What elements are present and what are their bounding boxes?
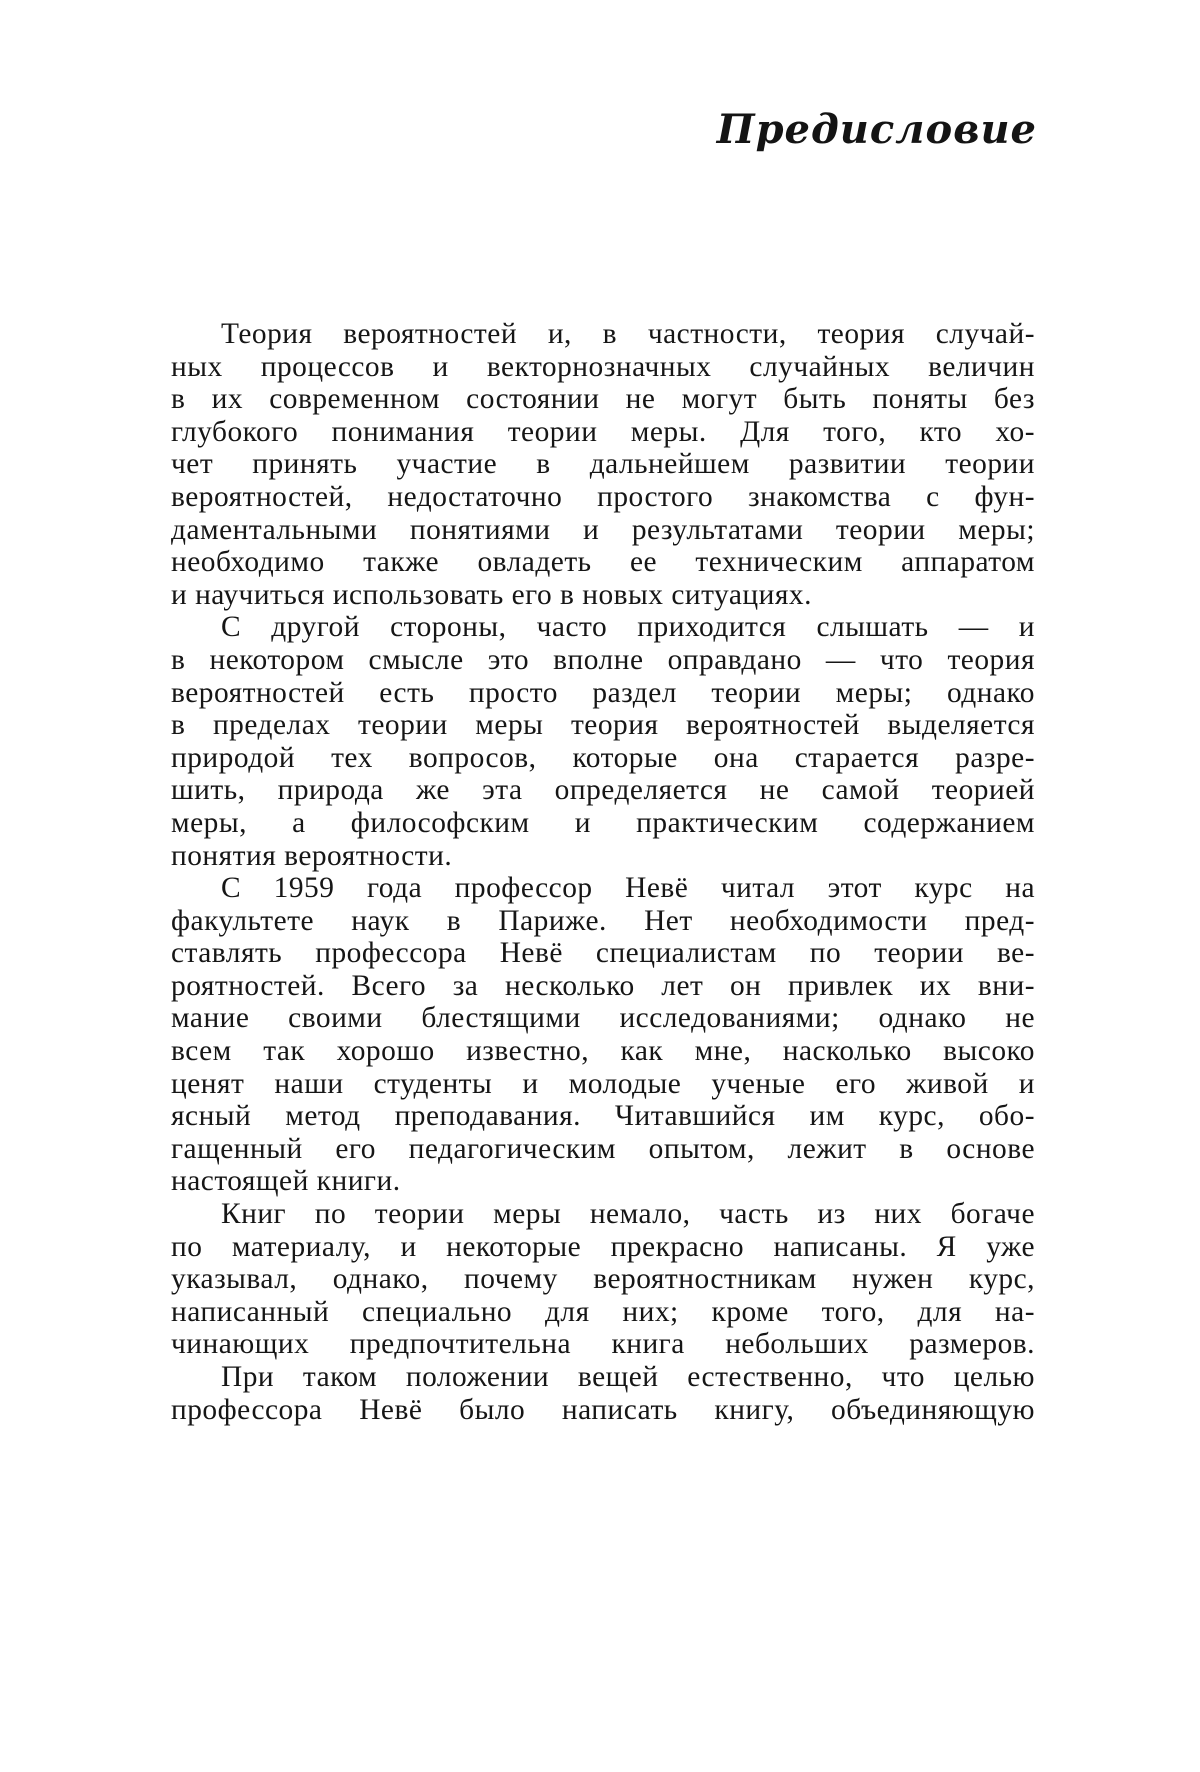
text-line: понятия вероятности. [171, 840, 1035, 873]
text-line: по материалу, и некоторые прекрасно написаны. Я уже [171, 1231, 1035, 1264]
text-line: вероятностей есть просто раздел теории меры; однако [171, 677, 1035, 710]
text-line: При таком положении вещей естественно, что целью [171, 1361, 1035, 1394]
paragraph-3 [171, 872, 1035, 1198]
text-line: природой тех вопросов, которые она старается разре- [171, 742, 1035, 775]
text-line: Теория вероятностей и, в частности, теория случай- [171, 318, 1035, 351]
paragraph-2 [171, 611, 1035, 872]
text-line: шить, природа же эта определяется не самой теорией [171, 774, 1035, 807]
body-text [171, 318, 1035, 1426]
text-line: ценят наши студенты и молодые ученые его живой и [171, 1068, 1035, 1101]
paragraph-5 [171, 1361, 1035, 1426]
text-line: факультете наук в Париже. Нет необходимости пред- [171, 905, 1035, 938]
text-line: гащенный его педагогическим опытом, лежит в основе [171, 1133, 1035, 1166]
text-line: мание своими блестящими исследованиями; однако не [171, 1002, 1035, 1035]
text-line: даментальными понятиями и результатами теории меры; [171, 514, 1035, 547]
text-line: профессора Невё было написать книгу, объединяющую [171, 1394, 1035, 1427]
text-line: роятностей. Всего за несколько лет он привлек их вни- [171, 970, 1035, 1003]
text-line: и научиться использовать его в новых ситуациях. [171, 579, 1035, 612]
text-line: настоящей книги. [171, 1165, 1035, 1198]
text-line: чинающих предпочтительна книга небольших размеров. [171, 1328, 1035, 1361]
text-line: указывал, однако, почему вероятностникам нужен курс, [171, 1263, 1035, 1296]
text-line: в некотором смысле это вполне оправдано — что теория [171, 644, 1035, 677]
text-line: в пределах теории меры теория вероятностей выделяется [171, 709, 1035, 742]
text-line: С другой стороны, часто приходится слышать — и [171, 611, 1035, 644]
text-line: написанный специально для них; кроме того, для на- [171, 1296, 1035, 1329]
page-title: Предисловие [717, 100, 1037, 160]
text-line: меры, а философским и практическим содержанием [171, 807, 1035, 840]
text-line: ясный метод преподавания. Читавшийся им курс, обо- [171, 1100, 1035, 1133]
text-line: необходимо также овладеть ее техническим аппаратом [171, 546, 1035, 579]
text-line: в их современном состоянии не могут быть поняты без [171, 383, 1035, 416]
paragraph-4 [171, 1198, 1035, 1361]
text-line: чет принять участие в дальнейшем развитии теории [171, 448, 1035, 481]
text-line: Книг по теории меры немало, часть из них богаче [171, 1198, 1035, 1231]
book-page [0, 0, 1200, 1772]
text-line: С 1959 года профессор Невё читал этот курс на [171, 872, 1035, 905]
text-line: глубокого понимания теории меры. Для того, кто хо- [171, 416, 1035, 449]
text-line: вероятностей, недостаточно простого знакомства с фун- [171, 481, 1035, 514]
text-line: всем так хорошо известно, как мне, насколько высоко [171, 1035, 1035, 1068]
text-line: ных процессов и векторнозначных случайных величин [171, 351, 1035, 384]
text-line: ставлять профессора Невё специалистам по теории ве- [171, 937, 1035, 970]
paragraph-1 [171, 318, 1035, 611]
